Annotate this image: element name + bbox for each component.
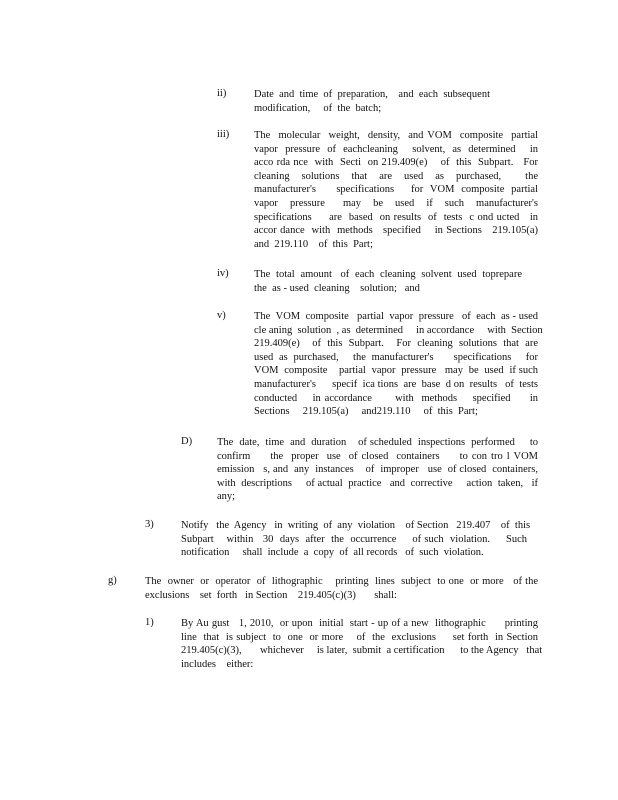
item-label-ii: ii)	[217, 88, 227, 99]
text-line: modification, of the batch;	[254, 102, 382, 114]
item-label-iii: iii)	[217, 129, 230, 140]
text-line: Date and time of preparation, and each subsequent	[254, 89, 490, 100]
text-line: manufacturer's specifications for VOM composite partial	[254, 184, 538, 196]
text-line: The total amount of each cleaning solvent used toprepare	[254, 269, 522, 280]
text-line: and 219.110 of this Part;	[254, 238, 373, 250]
text-line: includes either:	[181, 658, 254, 670]
text-line: with descriptions of actual practice and corrective action taken, if	[217, 477, 538, 489]
item-label-3: 3)	[145, 519, 154, 530]
text-line: acco rda nce with Secti on 219.409(e) of this Subpart. For	[254, 157, 538, 169]
text-line: cleaning solutions that are used as purchased, the	[254, 170, 538, 182]
text-line: By Au gust 1, 2010, or upon initial start - up of a new lithographic printing	[181, 618, 538, 629]
text-line: confirm the proper use of closed containers to con tro l VOM	[217, 450, 538, 462]
item-text-3	[181, 519, 531, 560]
text-line: vapor pressure may be used if such manufacturer's	[254, 197, 538, 209]
text-line: 219.409(e) of this Subpart. For cleaning solutions that are	[254, 338, 538, 350]
text-line: The VOM composite partial vapor pressure of each as - used	[254, 311, 538, 322]
item-text-iii	[254, 129, 538, 251]
item-text-ii	[254, 88, 490, 115]
item-text-D	[217, 436, 538, 504]
text-line: accor dance with methods specified in Sections 219.105(a)	[254, 225, 538, 237]
text-line: The owner or operator of lithographic printing lines subject to one or more of the	[145, 576, 538, 587]
text-line: 219.405(c)(3), whichever is later, submit a certification to the Agency that	[181, 645, 543, 657]
item-label-v: v)	[217, 310, 226, 321]
item-text-v	[254, 310, 543, 419]
text-line: exclusions set forth in Section 219.405(c)(3) shall:	[145, 589, 397, 601]
text-line: VOM composite partial vapor pressure may be used if such	[254, 365, 538, 377]
text-line: line that is subject to one or more of the exclusions set forth in Section	[181, 631, 538, 643]
text-line: The date, time and duration of scheduled inspections performed to	[217, 437, 538, 448]
item-label-iv: iv)	[217, 268, 229, 279]
text-line: conducted in accordance with methods specified in	[254, 392, 538, 404]
text-line: notification shall include a copy of all records of such violation.	[181, 547, 484, 559]
item-label-g: g)	[108, 575, 117, 586]
item-text-iv	[254, 268, 522, 295]
text-line: specifications are based on results of tests c ond ucted in	[254, 211, 538, 223]
text-line: any;	[217, 491, 236, 503]
item-label-1: 1)	[145, 617, 154, 628]
text-line: manufacturer's specif ica tions are base d on results of tests	[254, 378, 538, 390]
item-label-D: D)	[181, 436, 193, 447]
text-line: Sections 219.105(a) and219.110 of this Part;	[254, 406, 478, 418]
text-line: vapor pressure of eachcleaning solvent, as determined in	[254, 143, 538, 155]
text-line: the as - used cleaning solution; and	[254, 282, 420, 294]
text-line: The molecular weight, density, and VOM composite partial	[254, 130, 538, 141]
text-line: Notify the Agency in writing of any violation of Section 219.407 of this	[181, 520, 531, 531]
item-text-g	[145, 575, 538, 602]
text-line: Subpart within 30 days after the occurrence of such violation. Such	[181, 533, 527, 545]
text-line: cle aning solution , as determined in accordance with Section	[254, 324, 543, 336]
item-text-1	[181, 617, 543, 671]
text-line: emission s, and any instances of improper use of closed containers,	[217, 464, 538, 476]
text-line: used as purchased, the manufacturer's specifications for	[254, 351, 538, 363]
